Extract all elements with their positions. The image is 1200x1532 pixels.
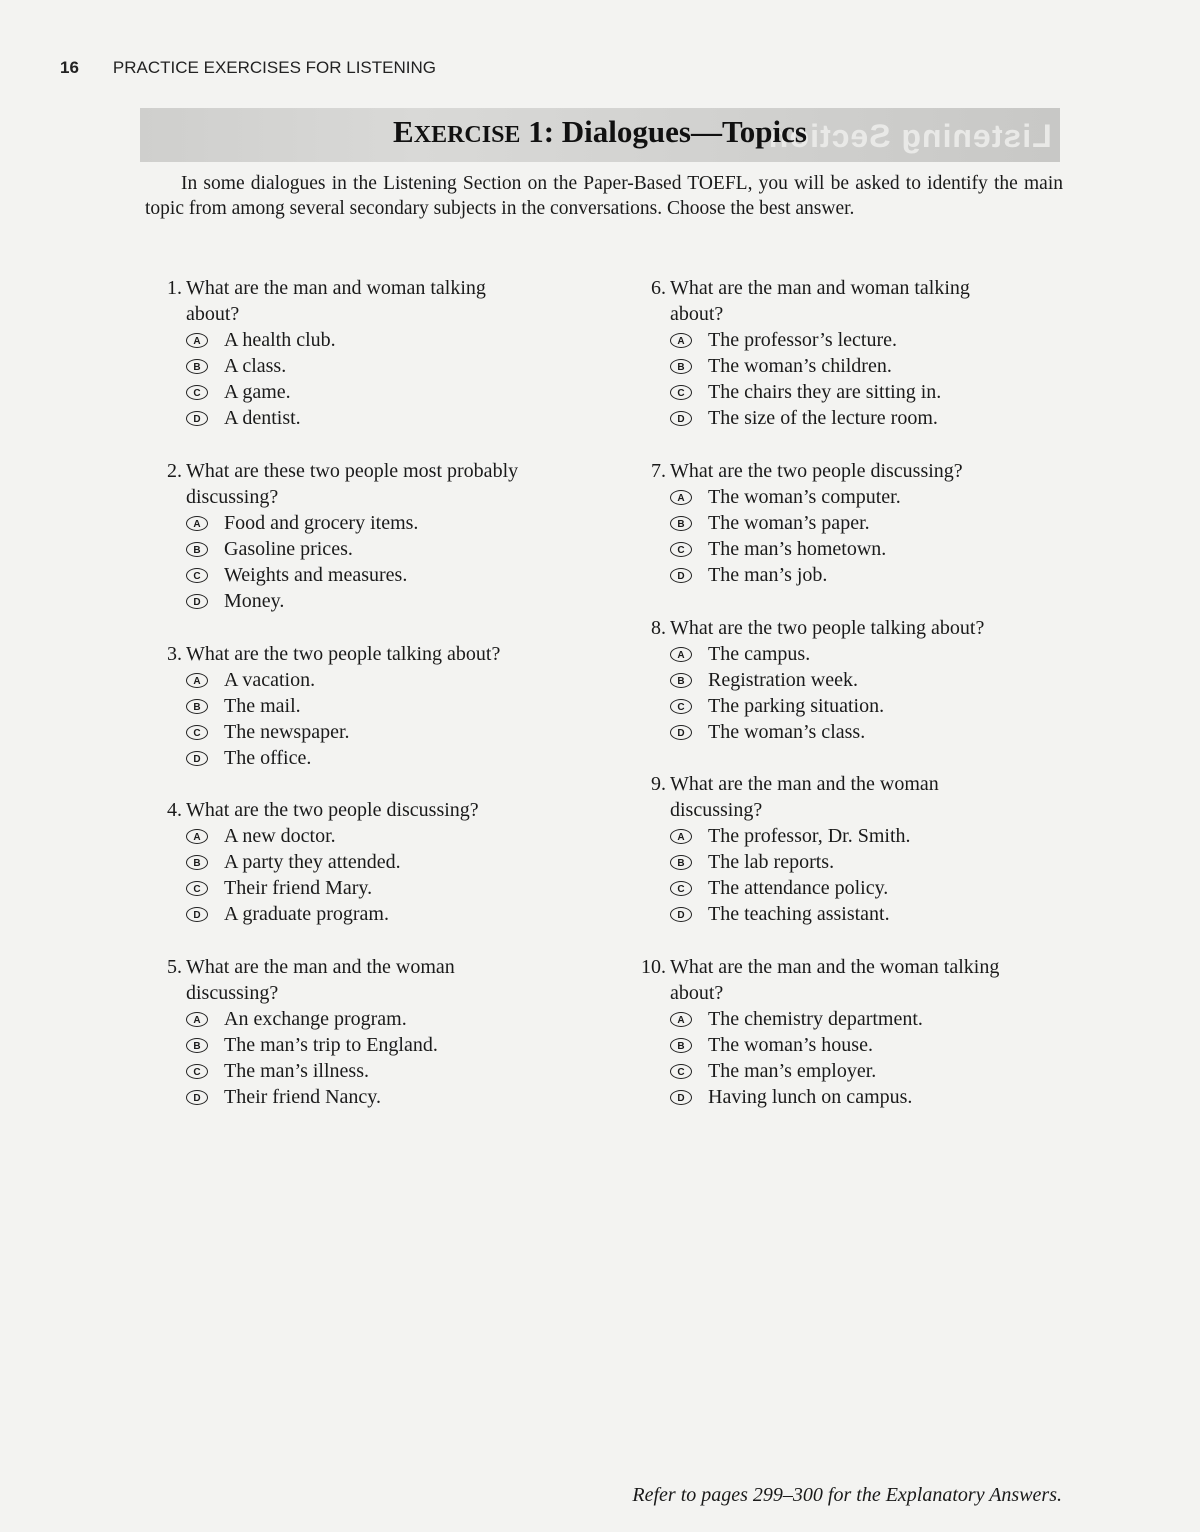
option-text: The man’s hometown. bbox=[708, 538, 887, 560]
question-2 bbox=[167, 458, 576, 614]
option-circle-icon[interactable]: B bbox=[670, 673, 692, 688]
option-circle-icon[interactable]: A bbox=[670, 647, 692, 662]
answer-option[interactable] bbox=[186, 510, 576, 536]
option-circle-icon[interactable]: D bbox=[186, 1090, 208, 1105]
answer-option[interactable] bbox=[670, 719, 1070, 745]
option-circle-icon[interactable]: C bbox=[186, 725, 208, 740]
option-circle-icon[interactable]: D bbox=[670, 725, 692, 740]
answer-option[interactable] bbox=[186, 405, 531, 431]
answer-option[interactable] bbox=[186, 588, 576, 614]
option-text: Food and grocery items. bbox=[224, 512, 419, 534]
option-text: The size of the lecture room. bbox=[708, 407, 938, 429]
answer-option[interactable] bbox=[670, 1032, 1055, 1058]
question-8 bbox=[651, 615, 1070, 745]
answer-option[interactable] bbox=[670, 849, 990, 875]
option-circle-icon[interactable]: C bbox=[670, 881, 692, 896]
option-circle-icon[interactable]: B bbox=[186, 855, 208, 870]
option-circle-icon[interactable]: C bbox=[186, 385, 208, 400]
answer-option[interactable] bbox=[670, 405, 1015, 431]
option-text: The chairs they are sitting in. bbox=[708, 381, 942, 403]
option-circle-icon[interactable]: D bbox=[670, 1090, 692, 1105]
question-number: 5. bbox=[167, 956, 182, 978]
option-text: A class. bbox=[224, 355, 287, 377]
ghost-text: Listening Section bbox=[768, 118, 1052, 154]
option-text: The woman’s house. bbox=[708, 1034, 873, 1056]
question-9 bbox=[651, 771, 990, 927]
option-text: The professor, Dr. Smith. bbox=[708, 825, 911, 847]
question-number: 1. bbox=[167, 277, 182, 299]
answer-option[interactable] bbox=[186, 379, 531, 405]
title-rest: 1: Dialogues—Topics bbox=[520, 114, 807, 149]
question-4 bbox=[167, 797, 586, 927]
question-text: What are the two people talking about? bbox=[186, 643, 501, 665]
option-text: A health club. bbox=[224, 329, 336, 351]
option-circle-icon[interactable]: B bbox=[186, 699, 208, 714]
answer-option[interactable] bbox=[670, 693, 1070, 719]
option-text: Having lunch on campus. bbox=[708, 1086, 913, 1108]
option-circle-icon[interactable]: B bbox=[186, 542, 208, 557]
answer-option[interactable] bbox=[670, 1006, 1055, 1032]
option-text: An exchange program. bbox=[224, 1008, 407, 1030]
question-number: 7. bbox=[651, 460, 666, 482]
option-circle-icon[interactable]: B bbox=[670, 359, 692, 374]
title-smallcaps: XERCISE bbox=[413, 122, 521, 148]
option-circle-icon[interactable]: C bbox=[670, 542, 692, 557]
question-10 bbox=[641, 954, 1055, 1110]
option-circle-icon[interactable]: D bbox=[670, 568, 692, 583]
option-text: The man’s illness. bbox=[224, 1060, 369, 1082]
answer-option[interactable] bbox=[186, 849, 586, 875]
option-text: The lab reports. bbox=[708, 851, 835, 873]
option-text: The teaching assistant. bbox=[708, 903, 890, 925]
title-prefix: E bbox=[393, 114, 414, 149]
option-circle-icon[interactable]: C bbox=[670, 699, 692, 714]
question-text: What are the two people talking about? bbox=[670, 617, 985, 639]
option-text: The newspaper. bbox=[224, 721, 350, 743]
option-text: The man’s employer. bbox=[708, 1060, 877, 1082]
option-circle-icon[interactable]: A bbox=[186, 516, 208, 531]
option-text: A vacation. bbox=[224, 669, 316, 691]
question-text: What are these two people most probably discussing? bbox=[186, 460, 519, 508]
answer-option[interactable] bbox=[186, 693, 586, 719]
question-text: What are the man and woman talking about? bbox=[186, 277, 486, 325]
answer-option[interactable] bbox=[670, 562, 1070, 588]
option-text: The chemistry department. bbox=[708, 1008, 923, 1030]
option-circle-icon[interactable]: A bbox=[186, 829, 208, 844]
option-text: A party they attended. bbox=[224, 851, 401, 873]
question-text: What are the man and the woman discussing? bbox=[186, 956, 455, 1004]
answer-option[interactable] bbox=[670, 1058, 1055, 1084]
option-text: The campus. bbox=[708, 643, 811, 665]
question-number: 4. bbox=[167, 799, 182, 821]
running-head bbox=[60, 58, 436, 78]
answer-option[interactable] bbox=[186, 745, 586, 771]
answer-option[interactable] bbox=[186, 1084, 506, 1110]
option-text: The man’s job. bbox=[708, 564, 828, 586]
option-circle-icon[interactable]: D bbox=[670, 411, 692, 426]
option-text: The attendance policy. bbox=[708, 877, 889, 899]
option-circle-icon[interactable]: B bbox=[670, 516, 692, 531]
answer-option[interactable] bbox=[186, 536, 576, 562]
option-circle-icon[interactable]: C bbox=[186, 881, 208, 896]
question-number: 6. bbox=[651, 277, 666, 299]
option-text: The woman’s paper. bbox=[708, 512, 870, 534]
option-text: A dentist. bbox=[224, 407, 301, 429]
option-circle-icon[interactable]: B bbox=[186, 359, 208, 374]
option-text: A graduate program. bbox=[224, 903, 389, 925]
answer-option[interactable] bbox=[670, 901, 990, 927]
running-title: PRACTICE EXERCISES FOR LISTENING bbox=[112, 58, 436, 77]
option-text: The office. bbox=[224, 747, 312, 769]
question-text: What are the two people discussing? bbox=[670, 460, 963, 482]
answer-option[interactable] bbox=[186, 353, 531, 379]
option-text: Registration week. bbox=[708, 669, 858, 691]
answer-option[interactable] bbox=[670, 875, 990, 901]
question-text: What are the two people discussing? bbox=[186, 799, 479, 821]
question-number: 2. bbox=[167, 460, 182, 482]
question-text: What are the man and the woman discussing? bbox=[670, 773, 939, 821]
answer-option[interactable] bbox=[186, 327, 531, 353]
option-text: The man’s trip to England. bbox=[224, 1034, 438, 1056]
option-text: The woman’s computer. bbox=[708, 486, 901, 508]
option-text: A game. bbox=[224, 381, 291, 403]
option-circle-icon[interactable]: C bbox=[670, 1064, 692, 1079]
option-text: Weights and measures. bbox=[224, 564, 408, 586]
option-circle-icon[interactable]: A bbox=[670, 1012, 692, 1027]
answer-option[interactable] bbox=[670, 1084, 1055, 1110]
answer-option[interactable] bbox=[186, 1006, 506, 1032]
option-text: Their friend Nancy. bbox=[224, 1086, 381, 1108]
answer-option[interactable] bbox=[186, 562, 576, 588]
option-text: The mail. bbox=[224, 695, 301, 717]
option-circle-icon[interactable]: B bbox=[186, 1038, 208, 1053]
answer-option[interactable] bbox=[670, 484, 1070, 510]
option-circle-icon[interactable]: A bbox=[186, 1012, 208, 1027]
option-circle-icon[interactable]: A bbox=[186, 673, 208, 688]
question-3 bbox=[167, 641, 586, 771]
option-text: The woman’s class. bbox=[708, 721, 866, 743]
option-text: A new doctor. bbox=[224, 825, 336, 847]
answer-option[interactable] bbox=[186, 667, 586, 693]
answer-option[interactable] bbox=[670, 536, 1070, 562]
answer-option[interactable] bbox=[670, 823, 990, 849]
option-text: Gasoline prices. bbox=[224, 538, 353, 560]
question-number: 3. bbox=[167, 643, 182, 665]
option-circle-icon[interactable]: B bbox=[670, 1038, 692, 1053]
option-circle-icon[interactable]: D bbox=[670, 907, 692, 922]
question-5 bbox=[167, 954, 506, 1110]
option-circle-icon[interactable]: A bbox=[670, 333, 692, 348]
option-text: The woman’s children. bbox=[708, 355, 892, 377]
answer-option[interactable] bbox=[670, 327, 1015, 353]
answer-option[interactable] bbox=[670, 510, 1070, 536]
answer-option[interactable] bbox=[186, 719, 586, 745]
option-text: The professor’s lecture. bbox=[708, 329, 898, 351]
answer-option[interactable] bbox=[186, 901, 586, 927]
option-circle-icon[interactable]: C bbox=[186, 568, 208, 583]
answer-option[interactable] bbox=[670, 667, 1070, 693]
question-text: What are the man and woman talking about? bbox=[670, 277, 970, 325]
question-number: 8. bbox=[651, 617, 666, 639]
question-6 bbox=[651, 275, 1015, 431]
exercise-banner bbox=[140, 108, 1060, 162]
option-circle-icon[interactable]: A bbox=[186, 333, 208, 348]
option-circle-icon[interactable]: D bbox=[186, 907, 208, 922]
option-circle-icon[interactable]: A bbox=[670, 490, 692, 505]
question-number: 9. bbox=[651, 773, 666, 795]
answer-option[interactable] bbox=[186, 1058, 506, 1084]
footer-note: Refer to pages 299–300 for the Explanatory Answers. bbox=[632, 1484, 1062, 1506]
option-text: Money. bbox=[224, 590, 285, 612]
option-text: Their friend Mary. bbox=[224, 877, 373, 899]
option-circle-icon[interactable]: C bbox=[186, 1064, 208, 1079]
option-circle-icon[interactable]: D bbox=[186, 594, 208, 609]
option-circle-icon[interactable]: D bbox=[186, 751, 208, 766]
answer-option[interactable] bbox=[670, 641, 1070, 667]
exercise-title bbox=[140, 114, 1060, 150]
answer-option[interactable] bbox=[670, 353, 1015, 379]
option-circle-icon[interactable]: A bbox=[670, 829, 692, 844]
answer-option[interactable] bbox=[186, 823, 586, 849]
question-1 bbox=[167, 275, 531, 431]
instructions: In some dialogues in the Listening Section on the Paper-Based TOEFL, you will be asked to identify the main topic from among several secondary subjects in the conversations. Choose the best answer. bbox=[145, 173, 1063, 219]
answer-option[interactable] bbox=[670, 379, 1015, 405]
option-circle-icon[interactable]: D bbox=[186, 411, 208, 426]
answer-option[interactable] bbox=[186, 1032, 506, 1058]
option-circle-icon[interactable]: C bbox=[670, 385, 692, 400]
question-number: 10. bbox=[641, 956, 666, 978]
answer-option[interactable] bbox=[186, 875, 586, 901]
question-7 bbox=[651, 458, 1070, 588]
page-number: 16 bbox=[60, 58, 79, 77]
option-circle-icon[interactable]: B bbox=[670, 855, 692, 870]
option-text: The parking situation. bbox=[708, 695, 885, 717]
question-text: What are the man and the woman talking about? bbox=[670, 956, 1000, 1004]
